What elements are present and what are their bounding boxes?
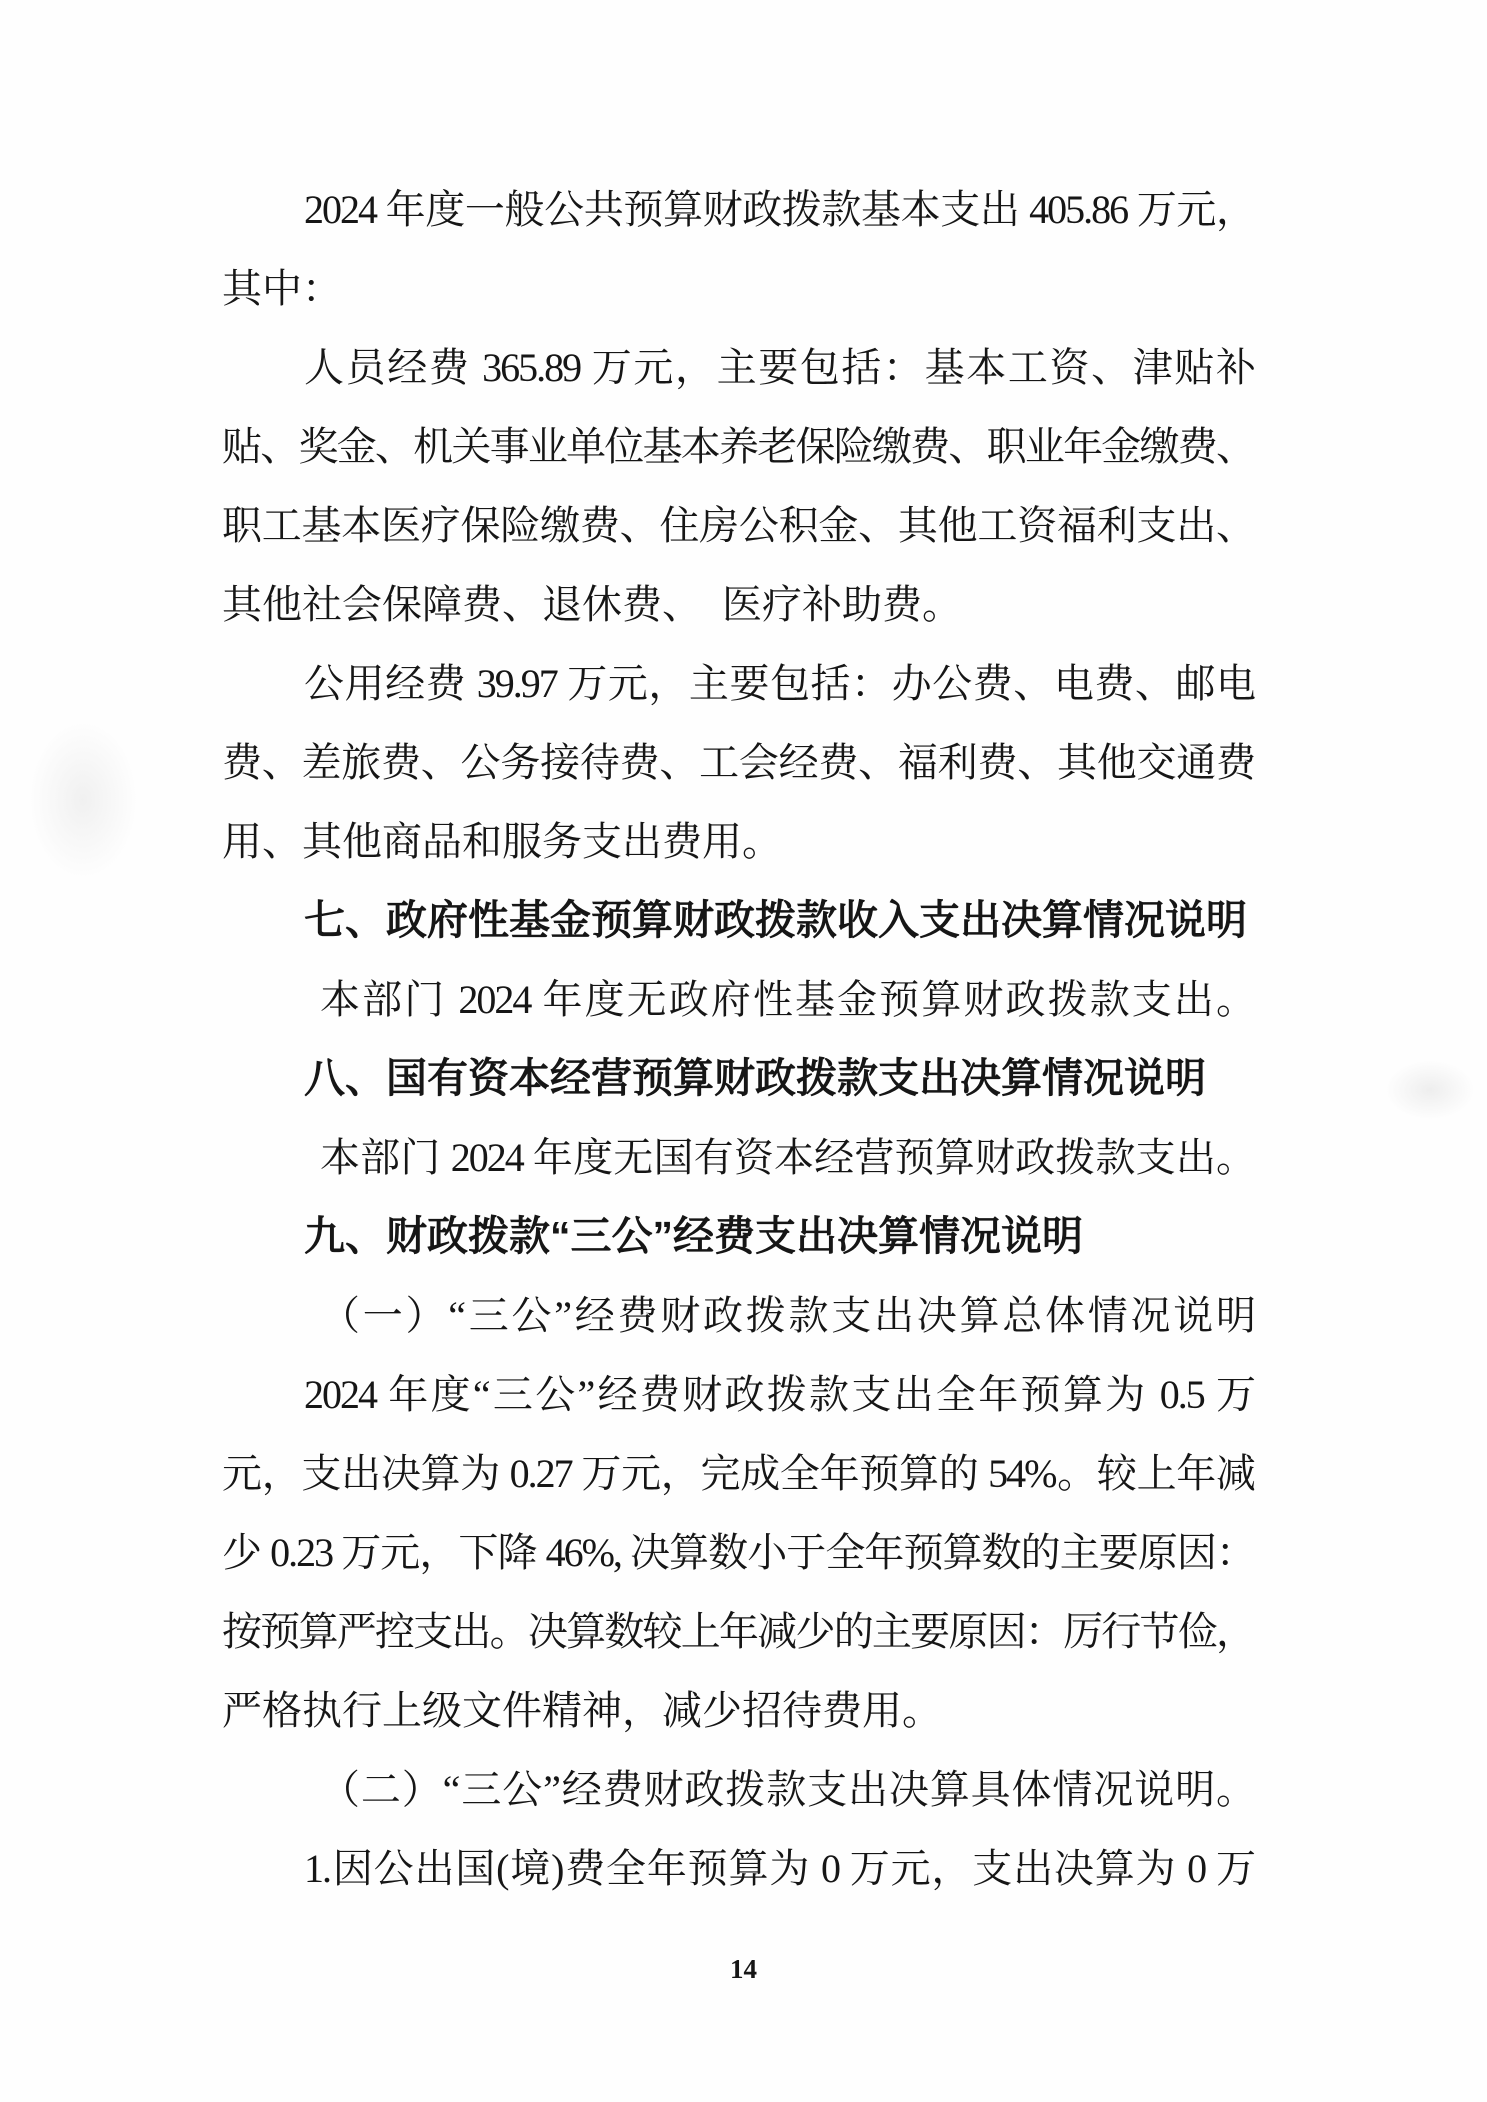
document-body [222,170,1254,1908]
doc-line-1: 2024 年度一般公共预算财政拨款基本支出 405.86 万元， [304,187,1254,232]
doc-line-4: 贴、奖金、机关事业单位基本养老保险缴费、职业年金缴费、 [222,424,1254,469]
page-footer [0,1948,1487,1990]
section-heading-7: 七、政府性基金预算财政拨款收入支出决算情况说明 [304,897,1247,943]
section-heading-8: 八、国有资本经营预算财政拨款支出决算情况说明 [304,1055,1206,1101]
doc-line-6: 其他社会保障费、退休费、 医疗补助费。 [222,582,962,627]
doc-line-8: 费、差旅费、公务接待费、工会经费、福利费、其他交通费 [222,740,1254,785]
subsection-heading-2: （二）“三公”经费财政拨款支出决算具体情况说明。 [320,1767,1254,1812]
doc-line-5: 职工基本医疗保险缴费、住房公积金、其他工资福利支出、 [222,503,1254,548]
doc-line-7: 公用经费 39.97 万元，主要包括：办公费、电费、邮电 [304,661,1254,706]
doc-line-9: 用、其他商品和服务支出费用。 [222,819,782,864]
doc-line-13: 本部门 2024 年度无国有资本经营预算财政拨款支出。 [320,1135,1254,1180]
subsection-heading-1: （一）“三公”经费财政拨款支出决算总体情况说明 [320,1293,1254,1338]
doc-line-18: 少 0.23 万元，下降 46%, 决算数小于全年预算数的主要原因： [222,1530,1254,1575]
doc-line-19: 按预算严控支出。决算数较上年减少的主要原因：厉行节俭， [222,1609,1254,1654]
page-number: 14 [730,1954,757,1984]
doc-line-17: 元，支出决算为 0.27 万元，完成全年预算的 54%。较上年减 [222,1451,1254,1496]
section-heading-9: 九、财政拨款“三公”经费支出决算情况说明 [304,1213,1083,1259]
scan-smudge [28,720,138,880]
doc-line-3: 人员经费 365.89 万元，主要包括：基本工资、津贴补 [304,345,1254,390]
doc-line-22: 1.因公出国(境)费全年预算为 0 万元，支出决算为 0 万 [304,1846,1254,1891]
doc-line-11: 本部门 2024 年度无政府性基金预算财政拨款支出。 [320,977,1254,1022]
doc-line-2: 其中： [222,266,342,311]
doc-line-16: 2024 年度“三公”经费财政拨款支出全年预算为 0.5 万 [304,1372,1254,1417]
scan-smudge [1385,1060,1475,1120]
doc-line-20: 严格执行上级文件精神，减少招待费用。 [222,1688,942,1733]
